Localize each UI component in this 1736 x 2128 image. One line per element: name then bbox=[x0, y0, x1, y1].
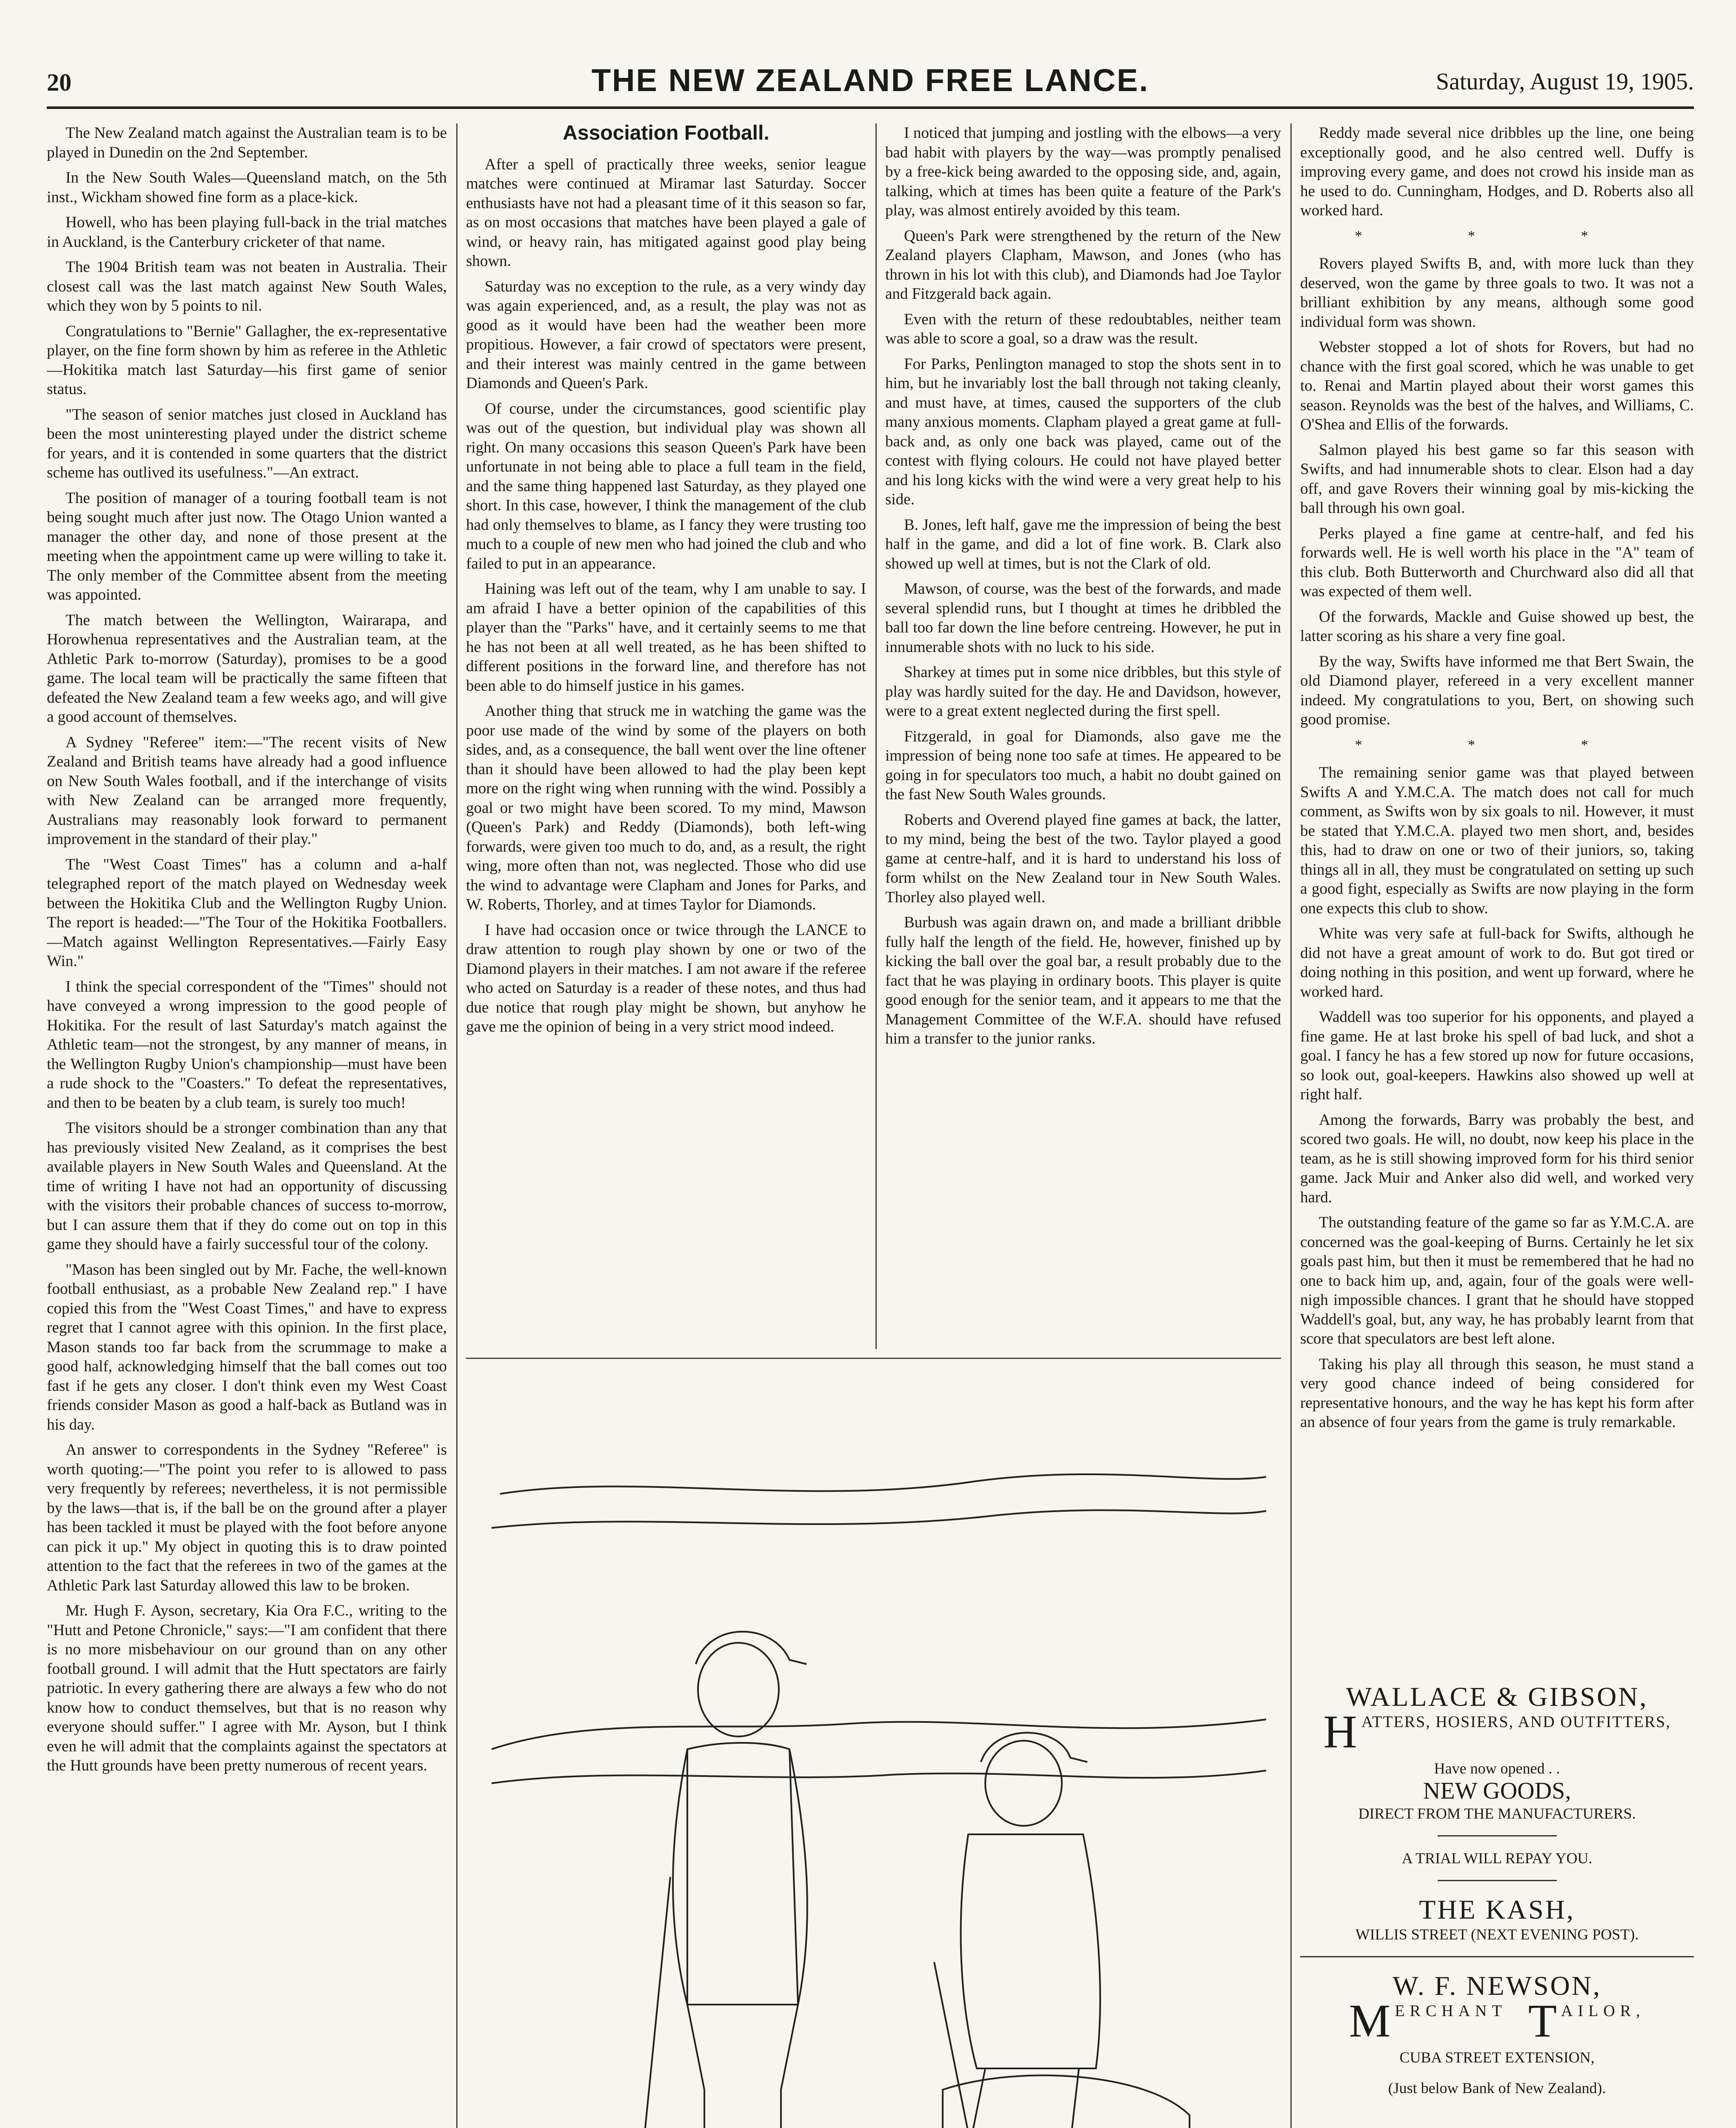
ad-newson-below: (Just below Bank of New Zealand). bbox=[1388, 2079, 1606, 2097]
page-number: 20 bbox=[47, 69, 71, 96]
distant-hills bbox=[492, 1770, 1266, 1783]
left-figure-body bbox=[673, 1749, 807, 2090]
article-paragraph: The visitors should be a stronger combination than any that has previously visited New Zealand, as it comprises the best available players in New South Wales and Queensland. At the time of writing I have not had an opportunity of discussing with the visitors their probable chances of success to-morrow, but I can assure them that if they do come out on top in this game they should have a fairly successful tour of the colony. bbox=[47, 1119, 447, 1253]
ad-newson-trade-2: AILOR, bbox=[1561, 2002, 1645, 2020]
article-paragraph: The position of manager of a touring football team is not being sought much after just now. The Otago Union wanted a manager the other day, and none of those present at the meeting when the appointment came up were willing to take it. The only member of the Committee absent from the meeting was appointed. bbox=[47, 489, 447, 604]
column-2 bbox=[466, 123, 866, 1477]
left-figure-head bbox=[698, 1643, 779, 1736]
right-figure-head bbox=[985, 1741, 1062, 1826]
column-4 bbox=[1300, 123, 1694, 1660]
section-separator: * * * bbox=[1355, 228, 1639, 244]
advertisements bbox=[1300, 1681, 1694, 2128]
cartoon-illustration bbox=[466, 1366, 1281, 2128]
article-paragraph: Of the forwards, Mackle and Guise showed up best, the latter scoring as his share a very fine goal. bbox=[1300, 608, 1694, 645]
article-paragraph: The remaining senior game was that played between Swifts A and Y.M.C.A. The match does not call for much comment, as Swifts won by six goals to nil. However, it must be stated that Y.M.C.A. played two men short, and, besides this, had to draw on one or two of their juniors, so, taking things all in all, they must be congratulated on setting up such a good fight, especially as Swifts are now playing in the form one expects this club to show. bbox=[1300, 764, 1694, 917]
section-heading: Association Football. bbox=[563, 123, 769, 144]
article-paragraph: Haining was left out of the team, why I am unable to say. I am afraid I have a better opinion of the capabilities of this player than the "Parks" have, and it certainly seems to me that he has not been at all well treated, as he has been shifted to different positions in the forward line, and therefore has not been able to do himself justice in his games. bbox=[466, 580, 866, 695]
article-paragraph: Congratulations to "Bernie" Gallagher, the ex-representative player, on the fine form shown by him as referee in the Athletic—Hokitika match last Saturday—his first game of senior status. bbox=[47, 322, 447, 398]
article-paragraph: For Parks, Penlington managed to stop the shots sent in to him, but he invariably lost the ball through not taking cleanly, and must have, at times, caused the supporters of the club many anxious moments. Clapham played a great game at full-back and, as only one back was played, came out of the contest with flying colours. He could not have played better and his long kicks with the wind were a very great help to his side. bbox=[885, 355, 1281, 508]
article-paragraph: Rovers played Swifts B, and, with more luck than they deserved, won the game by three goals to two. It was not a brilliant exhibition by any means, although some good individual form was shown. bbox=[1300, 255, 1694, 331]
article-paragraph: The outstanding feature of the game so far as Y.M.C.A. are concerned was the goal-keeping of Burns. Certainly he let six goals past him, but then it must be remembered that he had no one to back him up, and, again, four of the goals were well-nigh impossible chances. I grant that he should have stopped Waddell's goal, but, any way, he has probably learnt from that score that speculators are best left alone. bbox=[1300, 1214, 1694, 1347]
ad-dropcap: M bbox=[1349, 1995, 1391, 2047]
article-paragraph: B. Jones, left half, gave me the impression of being the best half in the game, and did a lot of fine work. B. Clark also showed up well at times, but is not the Clark of old. bbox=[885, 516, 1281, 572]
article-paragraph: After a spell of practically three weeks, senior league matches were continued at Miramar last Saturday. Soccer enthusiasts have not had a pleasant time of it this season so far, as on most occasions that matches have been played a gale of wind, or heavy rain, has mitigated against good play being shown. bbox=[466, 155, 866, 270]
masthead-title: THE NEW ZEALAND FREE LANCE. bbox=[591, 63, 1150, 98]
ad-newson-trade bbox=[1300, 1995, 1694, 2047]
article-paragraph: Howell, who has been playing full-back in the trial matches in Auckland, is the Canterbury cricketer of that name. bbox=[47, 214, 447, 251]
ad-newson-trade-1: ERCHANT bbox=[1395, 2002, 1507, 2020]
ad-wallace-gibson-name: WALLACE & GIBSON, bbox=[1346, 1682, 1648, 1712]
ad-wallace-trial: A TRIAL WILL REPAY YOU. bbox=[1401, 1850, 1593, 1867]
left-figure-legs bbox=[687, 2090, 802, 2128]
article-paragraph: Saturday was no exception to the rule, as a very windy day was again experienced, and, as a result, the play was not as good as it would have been had the weather been more propitious. However, a fair crowd of spectators were present, and their interest was mainly centred in the game between Diamonds and Queen's Park. bbox=[466, 277, 866, 392]
ad-dropcap: T bbox=[1528, 1995, 1557, 2047]
article-paragraph: "The season of senior matches just closed in Auckland has been the most uninteresting played under the district scheme for years, and it is contended in some quarters that the district scheme has outlived its usefulness."—An extract. bbox=[47, 406, 447, 481]
article-paragraph: Perks played a fine game at centre-half, and fed his forwards well. He is well worth his place in the "A" team of this club. Both Butterworth and Churchward also did all that was expected of them well. bbox=[1300, 524, 1694, 600]
article-paragraph: Mr. Hugh F. Ayson, secretary, Kia Ora F.C., writing to the "Hutt and Petone Chronicle," says:—"I am confident that there is no more misbehaviour on our ground than on any other football ground. I will admit that the Hutt spectators are fairly patriotic. In every gathering there are always a few who do not know how to conduct themselves, but that is no reason why everyone should suffer." I agree with Mr. Ayson, but I think even he will admit that the complaints against the spectators at the Hutt grounds have been pretty numerous of recent years. bbox=[47, 1602, 447, 1774]
ad-wallace-goods: NEW GOODS, bbox=[1423, 1778, 1571, 1804]
column-3 bbox=[885, 123, 1281, 1477]
article-paragraph: Reddy made several nice dribbles up the line, one being exceptionally good, and he also centred well. Duffy is improving every game, and does not crowd his inside man as he used to do. Cunningham, Hodges, and D. Roberts also all worked hard. bbox=[1300, 124, 1694, 219]
article-paragraph: Among the forwards, Barry was probably the best, and scored two goals. He will, no doubt, now keep his place in the team, as he is still showing improved form for his third senior game. Jack Muir and Anker also did well, and worked very hard. bbox=[1300, 1111, 1694, 1206]
article-paragraph: I have had occasion once or twice through the LANCE to draw attention to rough play shown by one or two of the Diamond players in their matches. I am not aware if the referee who acted on Saturday is a reader of these notes, and thus had due notice that rough play might be shown, but anyhow he gave me the opinion of being in a very strict mood indeed. bbox=[466, 921, 866, 1035]
article-paragraph: Burbush was again drawn on, and made a brilliant dribble fully half the length of the field. He, however, finished up by kicking the ball over the goal bar, a result probably due to the fact that he was playing in ordinary boots. This player is quite good enough for the senior team, and it appears to me that the Management Committee of the W.F.A. should have refused him a transfer to the junior ranks. bbox=[885, 914, 1281, 1047]
article-paragraph: The 1904 British team was not beaten in Australia. Their closest call was the last match against New South Wales, which they won by 5 points to nil. bbox=[47, 258, 447, 315]
ad-wallace-trade bbox=[1300, 1706, 1694, 1758]
page-header bbox=[47, 60, 1694, 109]
column-1 bbox=[47, 123, 447, 2128]
issue-date: Saturday, August 19, 1905. bbox=[1436, 69, 1694, 95]
right-figure-body bbox=[961, 1834, 1100, 2068]
left-figure-stick bbox=[628, 1877, 670, 2128]
article-paragraph: Sharkey at times put in some nice dribbles, but this style of play was hardly suited for the day. He and Davidson, however, were to a great extent neglected during the first spell. bbox=[885, 664, 1281, 720]
article-paragraph: Salmon played his best game so far this season with Swifts, and had innumerable shots to clear. Elson had a day off, and gave Rovers their winning goal by mis-kicking the ball through his own goal. bbox=[1300, 441, 1694, 517]
article-paragraph: Even with the return of these redoubtables, neither team was able to score a goal, so a draw was the result. bbox=[885, 310, 1281, 347]
article-paragraph: Another thing that struck me in watching the game was the poor use made of the wind by some of the players on both sides, and, as a consequence, the ball went over the line oftener than it should have been allowed to had the play been kept more on the right wing when running with the wind. Possibly a goal or two might have been scored. To my mind, Mawson (Queen's Park) and Reddy (Diamonds), both left-wing forwards, were given too much to do, and, as a result, the right wing, more often than not, was neglected. Those who did use the wind to advantage were Clapham and Jones for Parks, and W. Roberts, Thorley, and at times Taylor for Diamonds. bbox=[466, 702, 866, 913]
article-paragraph: The "West Coast Times" has a column and a-half telegraphed report of the match played on Wednesday week between the Hokitika Club and the Wellington Rugby Union. The report is headed:—"The Tour of the Hokitika Footballers.—Match against Wellington Representatives.—Fairly Easy Win." bbox=[47, 855, 447, 970]
article-paragraph: The New Zealand match against the Australian team is to be played in Dunedin on the 2nd September. bbox=[47, 124, 447, 161]
left-figure-cap bbox=[696, 1632, 807, 1664]
article-paragraph: Queen's Park were strengthened by the return of the New Zealand players Clapham, Mawson, and Jones (who has thrown in his lot with this club), and Diamonds had Joe Taylor and Fitzgerald back again. bbox=[885, 227, 1281, 303]
ad-divider bbox=[1300, 1956, 1694, 1957]
article-paragraph: Webster stopped a lot of shots for Rovers, but had no chance with the first goal scored, which he was unable to get to. Renai and Martin played about their worst games this season. Reynolds was the best of the halves, and Williams, C. O'Shea and Ellis of the forwards. bbox=[1300, 338, 1694, 433]
ad-wallace-opened: Have now opened . . bbox=[1434, 1760, 1560, 1777]
article-paragraph: Fitzgerald, in goal for Diamonds, also gave me the impression of being none too safe at times. He appeared to be going in for speculators too much, a habit no doubt gained on the fast New South Wales grounds. bbox=[885, 727, 1281, 803]
article-paragraph: Taking his play all through this season, he must stand a very good chance indeed of being considered for representative honours, and the way he has kept his form after an absence of four years from the game is truly remarkable. bbox=[1300, 1355, 1694, 1431]
article-paragraph: An answer to correspondents in the Sydney "Referee" is worth quoting:—"The point you refer to is allowed to pass very frequently by referees; nevertheless, it is not permissible by the laws—that is, if the ball be on the ground after a player has been tackled it must be played with the foot before anyone can pick it up." My object in quoting this is to draw pointed attention to the fact that the referees in two of the games at the Athletic Park last Saturday allowed this law to be broken. bbox=[47, 1441, 447, 1594]
ad-kash-address: WILLIS STREET (NEXT EVENING POST). bbox=[1355, 1926, 1639, 1943]
ad-newson-street: CUBA STREET EXTENSION, bbox=[1399, 2049, 1595, 2066]
article-paragraph: "Mason has been singled out by Mr. Fache, the well-known football enthusiast, as a probable New Zealand rep." I have copied this from the "West Coast Times," and have to express regret that I cannot agree with this opinion. In the first place, Mason stands too far back from the scrummage to make a good half, acknowledging himself that the ball comes out too fast if he gets any closer. I don't think even my West Coast friends consider Mason as good a half-back as Butland was in his day. bbox=[47, 1261, 447, 1433]
article-paragraph: I think the special correspondent of the "Times" should not have conveyed a wrong impression to the good people of Hokitika. For the result of last Saturday's match against the Athletic team—not the strongest, by any manner of means, in the Wellington Rugby Union's championship—must have been a rude shock to the "Coasters." To defeat the representatives, and then to be beaten by a club team, is surely too much! bbox=[47, 978, 447, 1112]
section-separator: * * * bbox=[1355, 737, 1639, 753]
right-figure-cap bbox=[981, 1733, 1087, 1762]
sky-hatching bbox=[500, 1474, 1266, 1494]
article-paragraph: A Sydney "Referee" item:—"The recent visits of New Zealand and British teams have already had a good influence on New South Wales football, and if the interchange of visits with New Zealand can be arranged more frequently, Australians may reasonably look forward to permanent improvement in the standard of their play." bbox=[47, 733, 447, 848]
ad-newson-name: W. F. NEWSON, bbox=[1393, 1971, 1602, 2001]
left-figure-coat bbox=[687, 1743, 798, 2005]
article-paragraph: The match between the Wellington, Wairarapa, and Horowhenua representatives and the Australian team, at the Athletic Park to-morrow (Saturday), promises to be a good game. The local team will be practically the same fifteen that defeated the New Zealand team a few weeks ago, and will give a good account of themselves. bbox=[47, 611, 447, 726]
ad-wallace-direct: DIRECT FROM THE MANUFACTURERS. bbox=[1358, 1805, 1636, 1822]
article-paragraph: Roberts and Overend played fine games at back, the latter, to my mind, being the best of the two. Taylor played a good game at centre-half, and it is hard to understand his loss of form whilst on the New Zealand tour in New South Wales. Thorley also played well. bbox=[885, 811, 1281, 906]
ad-divider bbox=[1438, 1880, 1557, 1881]
article-paragraph: Of course, under the circumstances, good scientific play was out of the question, but individual play was shown all right. On many occasions this season Queen's Park have been unfortunate in not being able to place a full team in the field, and the same thing happened last Saturday, as they played one short. In this case, however, I think the management of the club had only themselves to blame, as I fancy they were trusting too much to a couple of new men who had joined the club and who failed to put in an appearance. bbox=[466, 400, 866, 572]
article-paragraph: In the New South Wales—Queensland match, on the 5th inst., Wickham showed fine form as a place-kick. bbox=[47, 169, 447, 206]
article-paragraph: Mawson, of course, was the best of the forwards, and made several splendid runs, but I thought at times he dribbled the ball too far down the line before centreing. However, he put in innumerable shots with no luck to his side. bbox=[885, 580, 1281, 656]
ad-kash-name: THE KASH, bbox=[1419, 1894, 1575, 1925]
column-rule bbox=[1290, 123, 1292, 2128]
article-paragraph: White was very safe at full-back for Swifts, although he did not have a great amount of work to do. But got tired or doing nothing in this position, and went up forward, where he worked hard. bbox=[1300, 925, 1694, 1001]
right-figure-stick bbox=[934, 1962, 998, 2128]
column-rule bbox=[456, 123, 458, 2128]
article-paragraph: I noticed that jumping and jostling with the elbows—a very bad habit with players by the way—was promptly penalised by a free-kick being awarded to the opposing side, and, again, talking, which at times has been quite a feature of the Park's play, was almost entirely avoided by this team. bbox=[885, 124, 1281, 219]
sky-hatching bbox=[492, 1510, 1266, 1528]
column-rule bbox=[875, 123, 877, 1349]
distant-hills bbox=[492, 1719, 1266, 1749]
rock-seat bbox=[943, 2075, 1190, 2128]
article-paragraph: By the way, Swifts have informed me that Bert Swain, the old Diamond player, refereed in a very excellent manner indeed. My congratulations to you, Bert, on showing such good promise. bbox=[1300, 652, 1694, 728]
ad-divider bbox=[1438, 1835, 1557, 1836]
ad-wallace-trade-text: ATTERS, HOSIERS, AND OUTFITTERS, bbox=[1361, 1713, 1671, 1731]
ad-dropcap: H bbox=[1323, 1706, 1357, 1758]
article-paragraph: Waddell was too superior for his opponents, and played a fine game. He at last broke his spell of bad luck, and shot a goal. I fancy he has a few stored up now for future occasions, so look out, goal-keepers. Hawkins also showed up well at right half. bbox=[1300, 1008, 1694, 1103]
